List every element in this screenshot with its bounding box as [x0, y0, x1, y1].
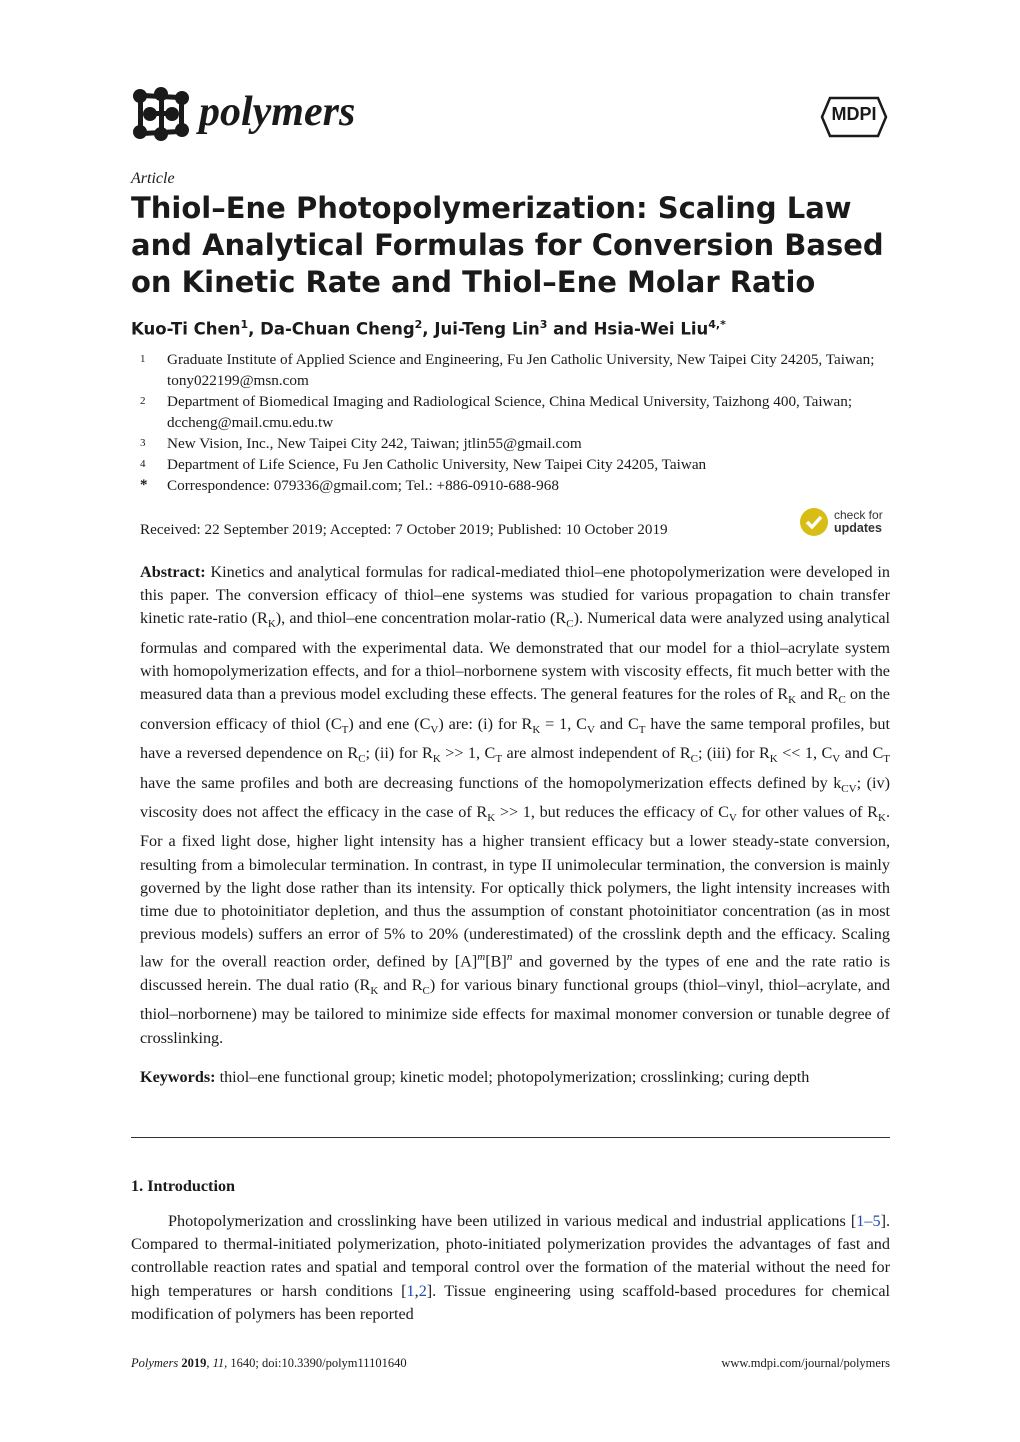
abstract-text: << 1, C — [777, 744, 833, 763]
body-paragraph — [131, 1210, 890, 1326]
footer-year: 2019 — [181, 1356, 207, 1370]
abstract-text: and R — [796, 685, 839, 704]
abstract-text: ; (ii) for R — [365, 744, 433, 763]
keywords-label: Keywords: — [140, 1068, 216, 1086]
author-affil-ref: 4,* — [708, 318, 726, 331]
abstract-text: Kinetics and analytical formulas for radical-mediated thiol–ene photopolymerization were developed in this paper. The conversion efficacy of thiol–ene systems was studied for various propagation to chain transfer kinetic rate-ratio (R — [140, 563, 890, 628]
subscript: C — [838, 694, 846, 707]
body-text: , — [414, 1281, 419, 1300]
citation-link[interactable]: 5 — [872, 1212, 881, 1230]
affiliation-number: 3 — [140, 437, 146, 449]
abstract-label: Abstract: — [140, 563, 206, 581]
subscript: C — [422, 985, 430, 998]
subscript: V — [586, 723, 595, 736]
abstract-text: and governed by the types of ene and the rate ratio is discussed herein. The dual ratio (R — [140, 952, 890, 995]
subscript: T — [495, 753, 503, 766]
affiliation-item — [140, 433, 900, 454]
footer-url[interactable]: www.mdpi.com/journal/polymers — [721, 1356, 890, 1370]
abstract-text: and R — [378, 976, 423, 995]
affiliation-text: Department of Life Science, Fu Jen Catholic University, New Taipei City 24205, Taiwan — [167, 456, 707, 473]
affiliation-list — [140, 349, 900, 496]
author-affil-ref: 3 — [539, 318, 548, 331]
affiliation-text: New Vision, Inc., New Taipei City 242, Taiwan; jtlin55@gmail.com — [167, 435, 582, 452]
abstract-paragraph — [140, 561, 890, 1050]
abstract-text: for other values of R — [736, 803, 878, 821]
body-text: Photopolymerization and crosslinking have been utilized in various medical and industrial applications [ — [168, 1212, 857, 1230]
subscript: K — [267, 618, 276, 631]
subscript: K — [532, 723, 541, 736]
affiliation-item — [140, 454, 900, 475]
subscript: T — [341, 723, 349, 736]
affiliation-text: Department of Biomedical Imaging and Radiological Science, China Medical University, Taizhong 400, Taiwan; dccheng@mail.cmu.edu.tw — [167, 393, 853, 431]
affiliation-item — [140, 475, 900, 496]
subscript: K — [370, 985, 379, 998]
body-text: ]. Tissue engineering using scaffold-based procedures for chemical modification of polymers has been reported — [131, 1281, 890, 1323]
article-type: Article — [131, 170, 175, 187]
introduction-body — [131, 1210, 890, 1326]
publisher-logo-text: MDPI — [831, 104, 877, 124]
abstract-text: ), and thiol–ene concentration molar-ratio (R — [275, 609, 567, 628]
abstract-text: >> 1, C — [440, 744, 496, 763]
polymers-logo-icon — [130, 86, 192, 142]
author-sep: and — [547, 319, 594, 339]
subscript: C — [690, 753, 698, 766]
footer-journal: Polymers — [131, 1356, 179, 1370]
author-name: Kuo-Ti Chen — [131, 319, 241, 339]
affiliation-item — [140, 391, 900, 433]
affiliation-number: 1 — [140, 353, 146, 365]
check-updates-line1: check for — [834, 508, 883, 522]
subscript: CV — [841, 782, 857, 795]
subscript: K — [487, 812, 496, 825]
abstract-text: >> 1, but reduces the efficacy of C — [495, 803, 729, 821]
keywords — [140, 1066, 890, 1089]
subscript: V — [832, 753, 841, 766]
journal-name: polymers — [199, 89, 356, 135]
affiliation-number: 4 — [140, 458, 146, 470]
subscript: K — [769, 753, 778, 766]
affiliation-text: Graduate Institute of Applied Science and Engineering, Fu Jen Catholic University, New Taipei City 24205, Taiwan; tony022199@msn.com — [167, 351, 875, 389]
check-updates-label — [834, 509, 883, 535]
subscript: C — [566, 618, 574, 631]
author-list — [131, 318, 891, 339]
check-updates-icon — [800, 508, 828, 536]
affiliation-number: 2 — [140, 395, 146, 407]
author-affil-ref: 1 — [240, 318, 249, 331]
abstract-text: . For a fixed light dose, higher light intensity has a higher transient efficacy but a lower steady-state conversion, resulting from a bimolecular termination. In contrast, in type II unimolecular termination, the conversion is mainly governed by the light dose rather than its intensity. For optically thick polymers, the light intensity increases with time due to photoinitiator depletion, and thus the assumption of constant photoinitiator concentration (as in most previous models) suffers an error of 5% to 20% (underestimated) of the crosslink depth and the efficacy. Scaling law for the overall reaction order, defined by [A] — [140, 803, 890, 971]
author-name: Da-Chuan Cheng — [260, 319, 415, 339]
affiliation-text: Correspondence: 079336@gmail.com; Tel.: +886-0910-688-968 — [167, 477, 559, 494]
abstract-text: = 1, C — [540, 714, 587, 733]
subscript: K — [432, 753, 441, 766]
author-affil-ref: 2 — [414, 318, 423, 331]
abstract-text: ; (iii) for R — [697, 744, 770, 763]
abstract-text: ) for various binary functional groups (thiol–vinyl, thiol–acrylate, and thiol–norbornene) may be tailored to minimize side effects for maximal monomer conversion or tunable degree of crosslinking. — [140, 976, 890, 1047]
citation-link[interactable]: 1 — [856, 1212, 865, 1230]
citation-link[interactable]: 2 — [418, 1281, 427, 1300]
subscript: T — [638, 723, 646, 736]
affiliation-number: * — [140, 477, 148, 493]
citation-link[interactable]: 1 — [406, 1281, 415, 1300]
abstract-text: have the same temporal profiles, but have a reversed dependence on R — [140, 714, 890, 763]
affiliation-item — [140, 349, 900, 391]
abstract-text: are almost independent of R — [502, 744, 691, 763]
author-name: Jui-Teng Lin — [434, 319, 540, 339]
author-sep: , — [422, 319, 435, 339]
abstract-text: and C — [594, 714, 639, 733]
check-updates-line2: updates — [834, 521, 882, 535]
subscript: K — [788, 694, 797, 707]
footer-volume: 11 — [212, 1356, 225, 1370]
abstract-text: on the conversion efficacy of thiol (C — [140, 685, 890, 733]
author-sep: , — [248, 319, 261, 339]
section-divider — [131, 1137, 890, 1138]
abstract-text: [B] — [485, 952, 507, 971]
subscript: K — [877, 812, 886, 825]
body-text: ]. Compared to thermal-initiated polymerization, photo-initiated polymerization provides the advantages of fast and controllable reaction rates and spatial and temporal control over the formation of the material without the need for high temperatures or harsh conditions [ — [131, 1212, 890, 1300]
abstract — [140, 561, 890, 1050]
abstract-text: ) and ene (C — [348, 714, 431, 733]
publication-dates: Received: 22 September 2019; Accepted: 7 October 2019; Published: 10 October 2019 — [140, 521, 668, 538]
subscript: C — [358, 753, 366, 766]
author-name: Hsia-Wei Liu — [593, 319, 709, 339]
superscript: n — [506, 951, 513, 964]
article-title: Thiol–Ene Photopolymerization: Scaling Law and Analytical Formulas for Conversion Based on Kinetic Rate and Thiol–Ene Molar Ratio — [131, 191, 884, 299]
abstract-text: ) are: (i) for R — [438, 714, 533, 733]
abstract-text: ; (iv) viscosity does not affect the efficacy in the case of R — [140, 773, 890, 821]
subscript: V — [430, 723, 439, 736]
superscript: m — [477, 951, 486, 964]
keywords-text: thiol–ene functional group; kinetic model; photopolymerization; crosslinking; curing depth — [215, 1068, 810, 1086]
abstract-text: have the same profiles and both are decreasing functions of the homopolymerization effects defined by k — [140, 773, 842, 792]
check-for-updates-button[interactable] — [800, 508, 892, 540]
abstract-text: ). Numerical data were analyzed using analytical formulas and compared with the experimental data. We demonstrated that our model for a thiol–acrylate system with homopolymerization effects, and for a thiol–norbornene system with viscosity effects, fit much better with the measured data than a previous model excluding these effects. The general features for the roles of R — [140, 609, 890, 704]
footer-doi: , 1640; doi:10.3390/polym11101640 — [224, 1356, 407, 1370]
abstract-text: and C — [840, 744, 884, 763]
subscript: T — [883, 753, 891, 766]
citation-dash: – — [864, 1212, 873, 1230]
footer-citation: Polymers 2019, 11, 1640; doi:10.3390/polym11101640 — [131, 1356, 407, 1370]
subscript: V — [728, 812, 737, 825]
section-heading: 1. Introduction — [131, 1177, 236, 1195]
